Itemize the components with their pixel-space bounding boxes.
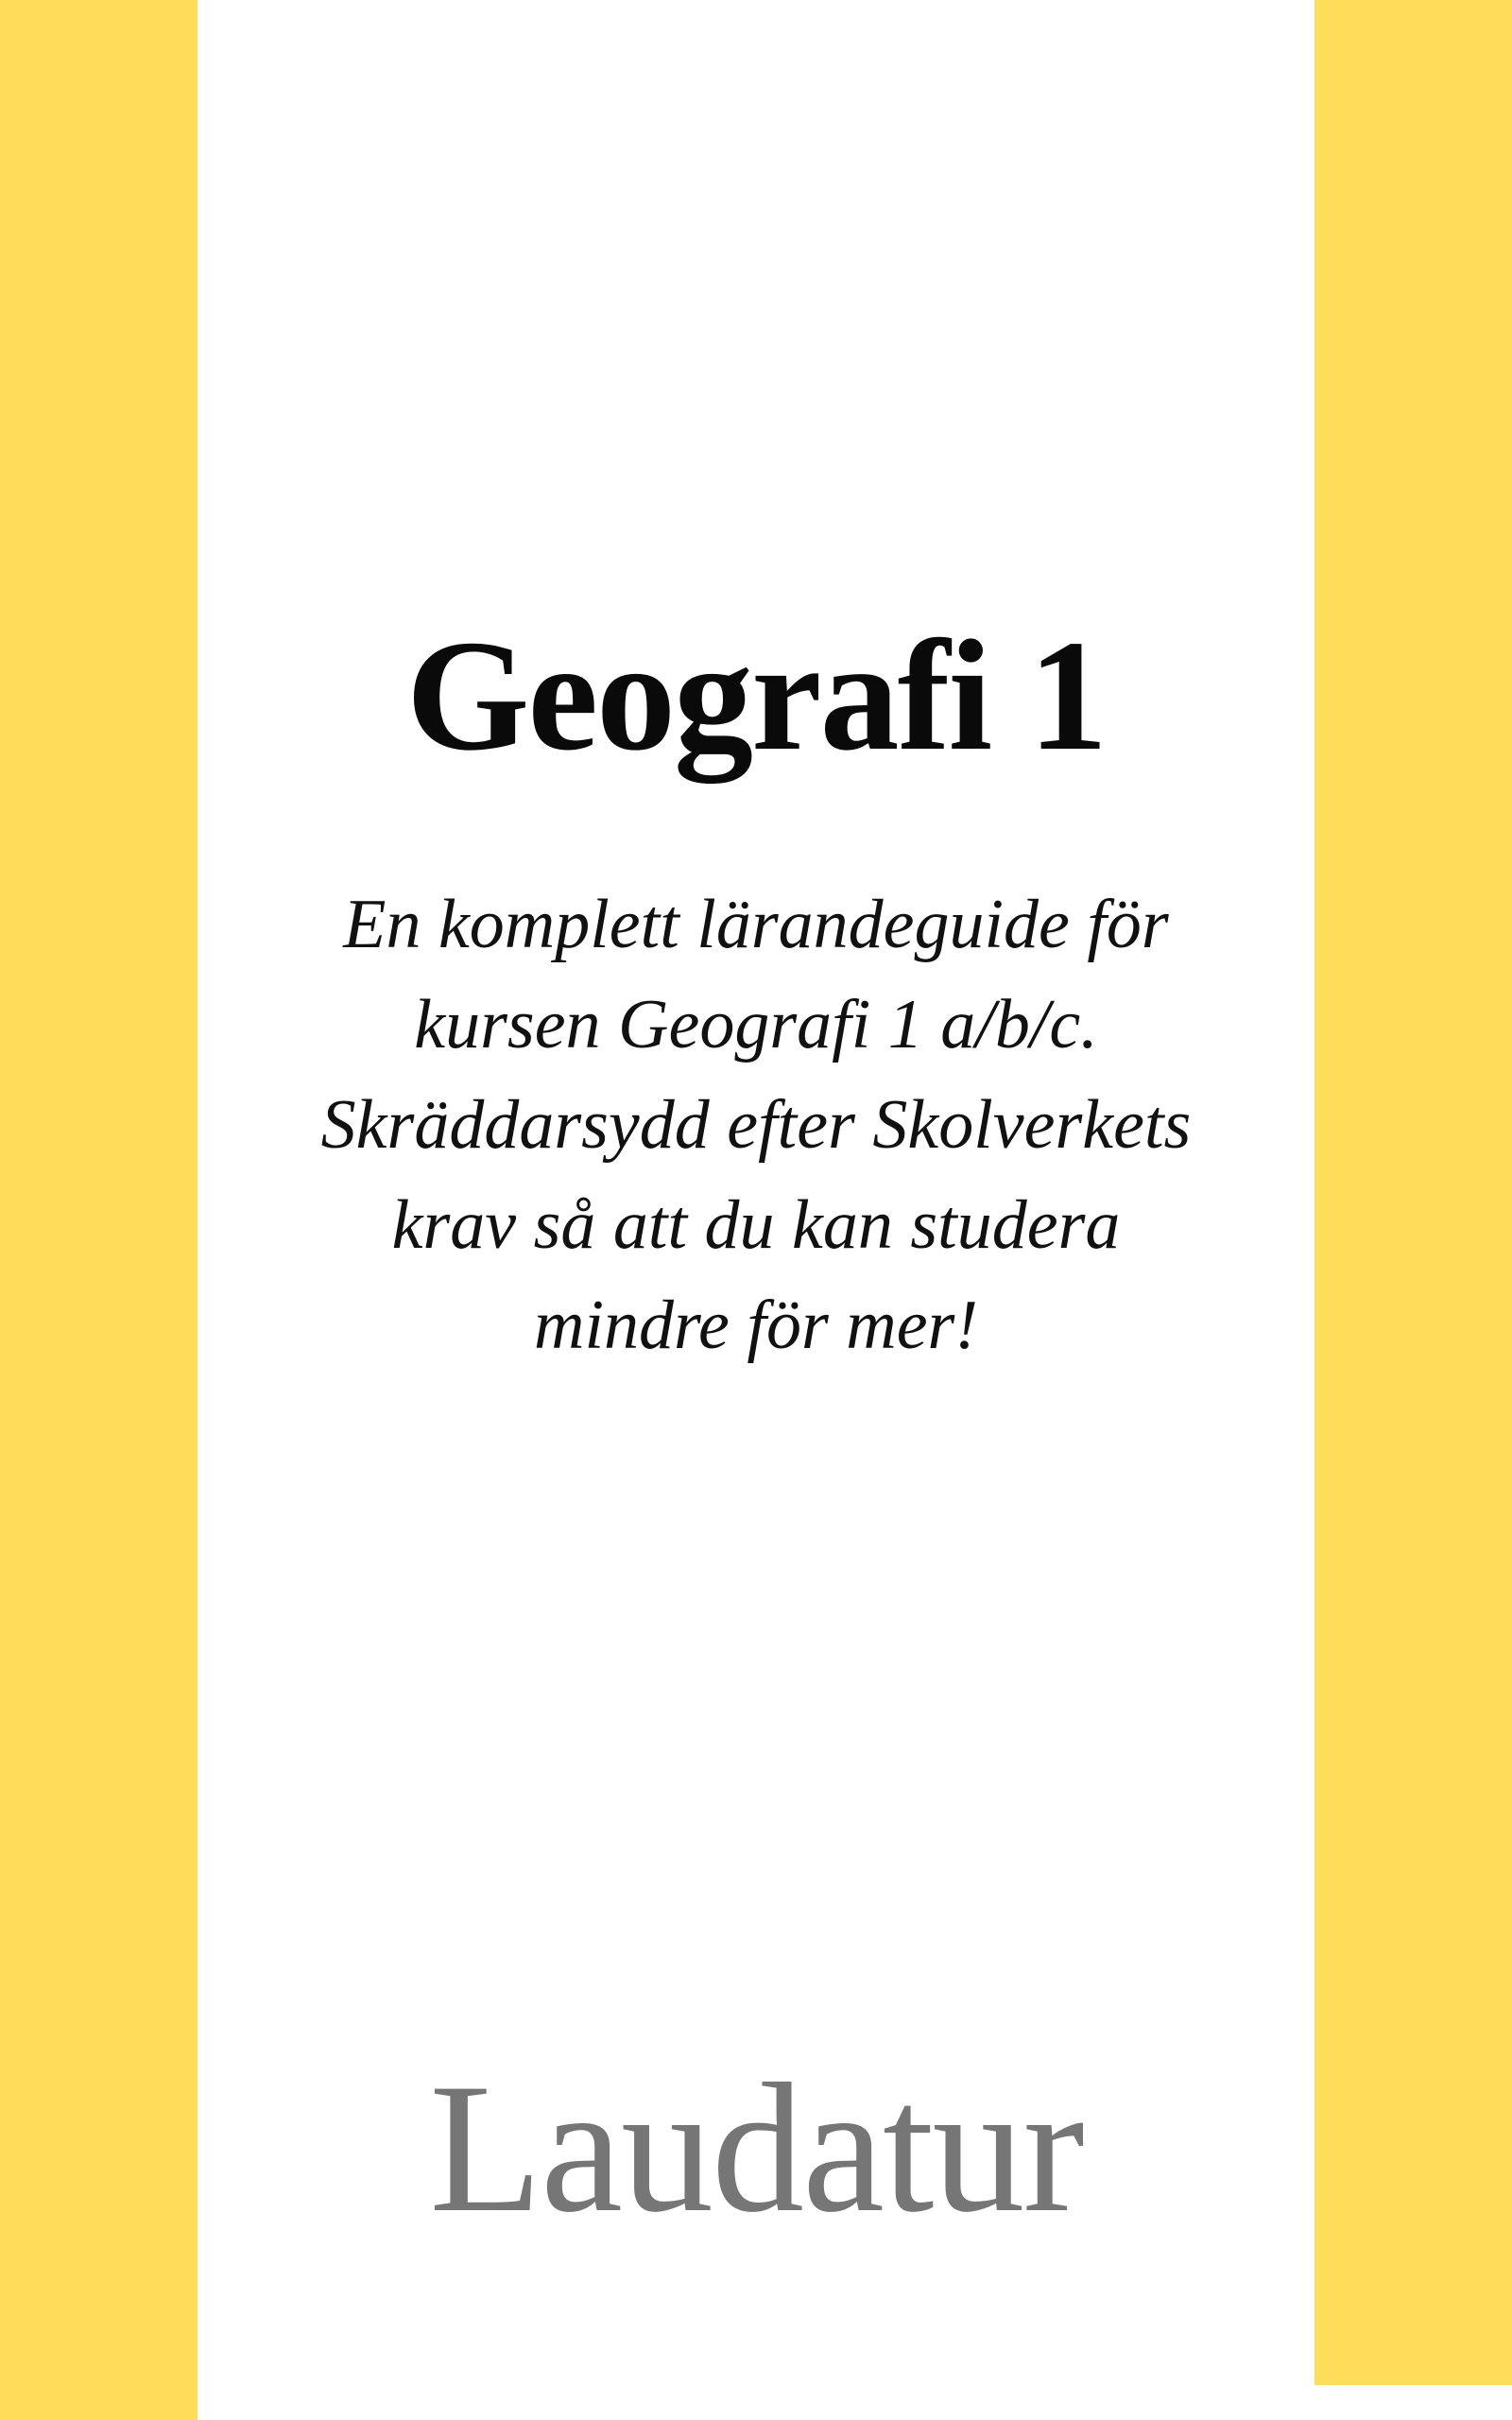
brand-logo: Laudatur (429, 2046, 1083, 2251)
subtitle-line: Skräddarsydd efter Skolverkets (320, 1086, 1192, 1164)
page-title: Geografi 1 (405, 608, 1107, 784)
right-accent-bar (1314, 0, 1512, 2385)
subtitle-line: krav så att du kan studera (391, 1186, 1121, 1264)
subtitle-line: mindre för mer! (534, 1287, 978, 1364)
subtitle-line: kursen Geografi 1 a/b/c. (414, 986, 1098, 1063)
left-accent-bar (0, 0, 198, 2420)
subtitle-line: En komplett lärandeguide för (343, 886, 1169, 963)
subtitle (198, 874, 1314, 1375)
